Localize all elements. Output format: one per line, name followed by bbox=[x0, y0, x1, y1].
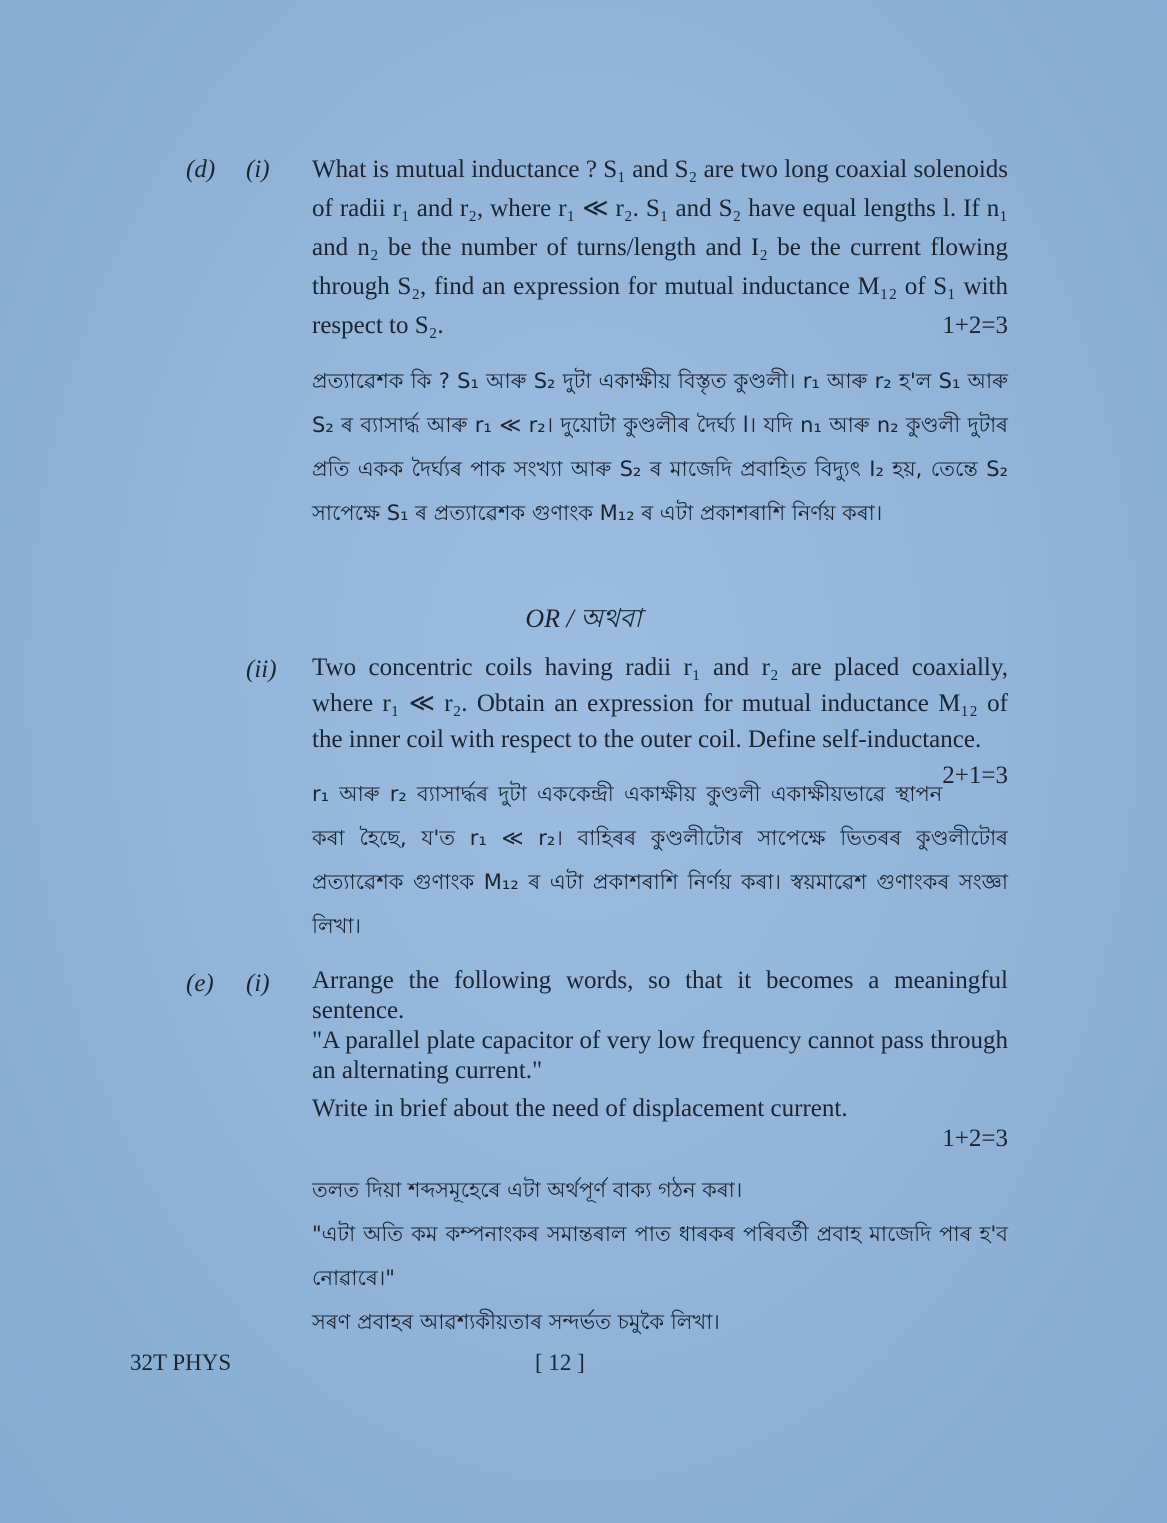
question-d-ii-text: Two concentric coils having radii r₁ and r₂ are placed coaxially, where r₁ ≪ r₂. Obtain an expression for mutual inductance M₁₂ of the inner coil with respect to the outer coil. Define self-inductance. bbox=[312, 654, 1008, 753]
question-d-i-english bbox=[312, 150, 1008, 345]
question-d-label: (d) bbox=[186, 156, 216, 183]
question-e-i-english-1: Arrange the following words, so that it becomes a meaningful sentence. bbox=[312, 967, 1008, 1024]
question-e-i-english-2: Write in brief about the need of displacement current. bbox=[312, 1095, 848, 1122]
question-d-ii-label: (ii) bbox=[246, 656, 277, 683]
question-d-ii-english bbox=[312, 650, 1008, 789]
question-d-i-text: What is mutual inductance ? S₁ and S₂ are two long coaxial solenoids of radii r₁ and r₂, where r₁ ≪ r₂. S₁ and S₂ have equal lengths l. If n₁ and n₂ be the number of turns/length and I₂ be the current flowing through S₂, find an expression for mutual inductance M₁₂ of S₁ with respect to S₂. bbox=[312, 156, 1008, 339]
question-e-i-label: (i) bbox=[246, 970, 270, 997]
question-e-i-assamese-quote: "এটা অতি কম কম্পনাংকৰ সমান্তৰাল পাত ধাৰকৰ পৰিবৰ্তী প্ৰবাহ মাজেদি পাৰ হ'ব নোৱাৰে।" bbox=[312, 1222, 1008, 1290]
question-e-i-assamese-1: তলত দিয়া শব্দসমূহেৰে এটা অৰ্থপূৰ্ণ বাক্য গঠন কৰা। bbox=[312, 1178, 743, 1202]
question-d-ii-marks: 2+1=3 bbox=[942, 762, 1008, 789]
question-e-i-assamese-2: সৰণ প্ৰবাহৰ আৱশ্যকীয়তাৰ সন্দৰ্ভত চমুকৈ লিখা। bbox=[312, 1310, 720, 1334]
question-d-i-marks: 1+2=3 bbox=[942, 312, 1008, 339]
page-number: [ 12 ] bbox=[535, 1350, 585, 1375]
question-e-label: (e) bbox=[186, 970, 214, 997]
question-d-i bbox=[312, 150, 1008, 535]
or-divider: OR / অথবা bbox=[525, 604, 642, 633]
question-e-i-quote: "A parallel plate capacitor of very low frequency cannot pass through an alternating current." bbox=[312, 1027, 1008, 1084]
question-d-i-label: (i) bbox=[246, 156, 270, 183]
question-e-i bbox=[312, 966, 1008, 1344]
question-d-i-assamese: প্ৰত্যাৱেশক কি ? S₁ আৰু S₂ দুটা একাক্ষীয় বিস্তৃত কুণ্ডলী। r₁ আৰু r₂ হ'ল S₁ আৰু S₂ ৰ ব্যাসাৰ্দ্ধ আৰু r₁ ≪ r₂। দুয়োটা কুণ্ডলীৰ দৈৰ্ঘ্য l। যদি n₁ আৰু n₂ কুণ্ডলী দুটাৰ প্ৰতি একক দৈৰ্ঘ্যৰ পাক সংখ্যা আৰু S₂ ৰ মাজেদি প্ৰবাহিত বিদ্যুৎ I₂ হয়, তেন্তে S₂ সাপেক্ষে S₁ ৰ প্ৰত্যাৱেশক গুণাংক M₁₂ ৰ এটা প্ৰকাশৰাশি নিৰ্ণয় কৰা। bbox=[312, 369, 1008, 525]
question-d-ii-assamese: r₁ আৰু r₂ ব্যাসাৰ্দ্ধৰ দুটা এককেন্দ্ৰী একাক্ষীয় কুণ্ডলী একাক্ষীয়ভাৱে স্থাপন কৰা হৈছে, য'ত r₁ ≪ r₂। বাহিৰৰ কুণ্ডলীটোৰ সাপেক্ষে ভিতৰৰ কুণ্ডলীটোৰ প্ৰত্যাৱেশক গুণাংক M₁₂ ৰ এটা প্ৰকাশৰাশি নিৰ্ণয় কৰা। স্বয়মাৱেশ গুণাংকৰ সংজ্ঞা লিখা। bbox=[312, 782, 1008, 938]
question-e-i-marks: 1+2=3 bbox=[942, 1125, 1008, 1152]
question-d-ii bbox=[312, 650, 1008, 948]
paper-code: 32T PHYS bbox=[130, 1350, 232, 1375]
